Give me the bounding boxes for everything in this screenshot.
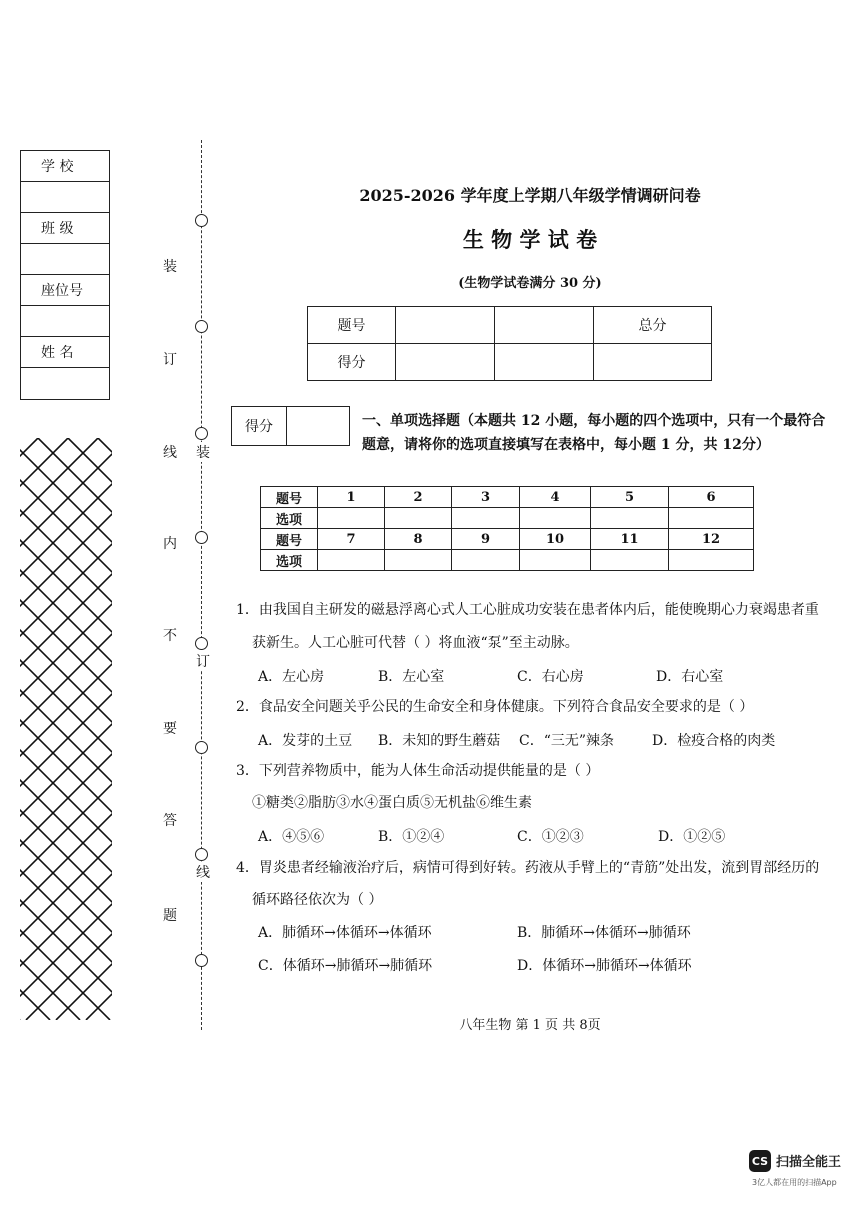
section-instructions: 一、单项选择题（本题共 12 小题，每小题的四个选项中，只有一个最符合题意，请将你的选项直接填写在表格中，每小题 1 分，共 12分）: [362, 413, 826, 453]
class-label: 班 级: [21, 213, 109, 244]
exam-subject: 生 物 学 试 卷: [462, 227, 598, 252]
question-1-line1: 1．由我国自主研发的磁悬浮离心式人工心脏成功安装在患者体内后，能使晚期心力衰竭患者重: [236, 602, 819, 618]
answer-q-number: 6: [669, 487, 754, 508]
watermark-tagline: 3亿人都在用的扫描App: [752, 1178, 837, 1187]
binding-char: 答: [163, 813, 177, 829]
score-cell: [495, 307, 594, 344]
answer-q-number: 5: [591, 487, 669, 508]
q2-option-d[interactable]: D．检疫合格的肉类: [652, 733, 776, 749]
binding-hole: [195, 427, 208, 440]
exam-title: 2025-2026 学年度上学期八年级学情调研问卷: [359, 186, 701, 205]
binding-line-char: 线: [196, 862, 210, 882]
binding-hole: [195, 954, 208, 967]
name-field[interactable]: [21, 368, 109, 399]
binding-line-char: 订: [196, 651, 210, 671]
answer-cell[interactable]: [318, 550, 385, 571]
answer-cell[interactable]: [591, 508, 669, 529]
answer-cell[interactable]: [520, 508, 591, 529]
answer-cell[interactable]: [669, 508, 754, 529]
section-score-field[interactable]: [287, 407, 349, 445]
q3-option-a[interactable]: A．④⑤⑥: [258, 829, 325, 845]
binding-char: 题: [163, 908, 177, 924]
answer-q-number: 8: [385, 529, 452, 550]
binding-hole: [195, 214, 208, 227]
score-cell[interactable]: [396, 344, 495, 381]
answer-q-number: 10: [520, 529, 591, 550]
score-cell: [396, 307, 495, 344]
answer-q-number: 9: [452, 529, 520, 550]
answer-q-label: 题号: [261, 487, 318, 508]
binding-hole: [195, 320, 208, 333]
question-4-line1: 4．胃炎患者经输液治疗后，病情可得到好转。药液从手臂上的“青筋”处出发，流到胃部经历的: [236, 860, 820, 876]
answer-cell[interactable]: [385, 550, 452, 571]
question-3-line1: 3．下列营养物质中，能为人体生命活动提供能量的是（ ）: [236, 763, 600, 779]
binding-hole: [195, 531, 208, 544]
question-3-line2: ①糖类②脂肪③水④蛋白质⑤无机盐⑥维生素: [252, 795, 532, 811]
class-field[interactable]: [21, 244, 109, 275]
binding-hole: [195, 637, 208, 650]
answer-a-label: 选项: [261, 508, 318, 529]
binding-char: 内: [163, 536, 177, 552]
answer-q-number: 4: [520, 487, 591, 508]
q4-option-b[interactable]: B．肺循环→体循环→肺循环: [517, 925, 691, 941]
binding-char: 线: [163, 445, 177, 461]
answer-q-number: 11: [591, 529, 669, 550]
q4-option-c[interactable]: C．体循环→肺循环→肺循环: [258, 958, 433, 974]
q4-option-d[interactable]: D．体循环→肺循环→体循环: [517, 958, 692, 974]
watermark-app-name: 扫描全能王: [776, 1155, 842, 1170]
answer-cell[interactable]: [669, 550, 754, 571]
binding-line-char: 装: [196, 442, 210, 462]
student-info-box: [20, 150, 110, 400]
binding-line: [201, 140, 202, 1030]
binding-char: 装: [163, 259, 177, 275]
answer-cell[interactable]: [385, 508, 452, 529]
q1-option-a[interactable]: A．左心房: [258, 669, 325, 685]
answer-cell[interactable]: [452, 550, 520, 571]
answer-cell[interactable]: [520, 550, 591, 571]
name-label: 姓 名: [21, 337, 109, 368]
q1-option-c[interactable]: C．右心房: [517, 669, 584, 685]
question-2-line1: 2．食品安全问题关乎公民的生命安全和身体健康。下列符合食品安全要求的是（ ）: [236, 699, 754, 715]
answer-table: [260, 486, 754, 571]
question-4-line2: 循环路径依次为（ ）: [252, 892, 383, 908]
answer-q-number: 12: [669, 529, 754, 550]
binding-char: 订: [163, 352, 177, 368]
score-cell[interactable]: [495, 344, 594, 381]
answer-q-number: 1: [318, 487, 385, 508]
school-label: 学 校: [21, 151, 109, 182]
binding-char: 不: [163, 628, 177, 644]
camscanner-logo-icon: CS: [749, 1150, 771, 1172]
answer-q-number: 7: [318, 529, 385, 550]
binding-hole: [195, 741, 208, 754]
answer-a-label: 选项: [261, 550, 318, 571]
q2-option-a[interactable]: A．发芽的土豆: [258, 733, 353, 749]
page-footer: 八年生物 第 1 页 共 8页: [459, 1018, 601, 1033]
score-row-header: 得分: [308, 344, 396, 381]
full-score-note: (生物学试卷满分 30 分): [458, 276, 602, 291]
q2-option-b[interactable]: B．未知的野生蘑菇: [378, 733, 501, 749]
q1-option-d[interactable]: D．右心室: [656, 669, 724, 685]
q3-option-c[interactable]: C．①②③: [517, 829, 584, 845]
seat-label: 座位号: [21, 275, 109, 306]
score-table: [307, 306, 712, 381]
answer-q-number: 2: [385, 487, 452, 508]
q4-option-a[interactable]: A．肺循环→体循环→体循环: [258, 925, 432, 941]
section-score-label: 得分: [232, 407, 287, 445]
answer-q-label: 题号: [261, 529, 318, 550]
answer-cell[interactable]: [318, 508, 385, 529]
q2-option-c[interactable]: C．“三无”辣条: [519, 733, 615, 749]
q3-option-d[interactable]: D．①②⑤: [658, 829, 726, 845]
q3-option-b[interactable]: B．①②④: [378, 829, 445, 845]
section-score-box: [231, 406, 350, 446]
binding-char: 要: [163, 721, 177, 737]
crosshatch-pattern: [20, 438, 112, 1020]
seat-field[interactable]: [21, 306, 109, 337]
answer-cell[interactable]: [452, 508, 520, 529]
question-number-header: 题号: [308, 307, 396, 344]
q1-option-b[interactable]: B．左心室: [378, 669, 445, 685]
question-1-line2: 获新生。人工心脏可代替（ ）将血液“泵”至主动脉。: [252, 635, 579, 651]
total-header: 总分: [594, 307, 712, 344]
answer-cell[interactable]: [591, 550, 669, 571]
total-score-cell[interactable]: [594, 344, 712, 381]
binding-hole: [195, 848, 208, 861]
school-field[interactable]: [21, 182, 109, 213]
answer-q-number: 3: [452, 487, 520, 508]
